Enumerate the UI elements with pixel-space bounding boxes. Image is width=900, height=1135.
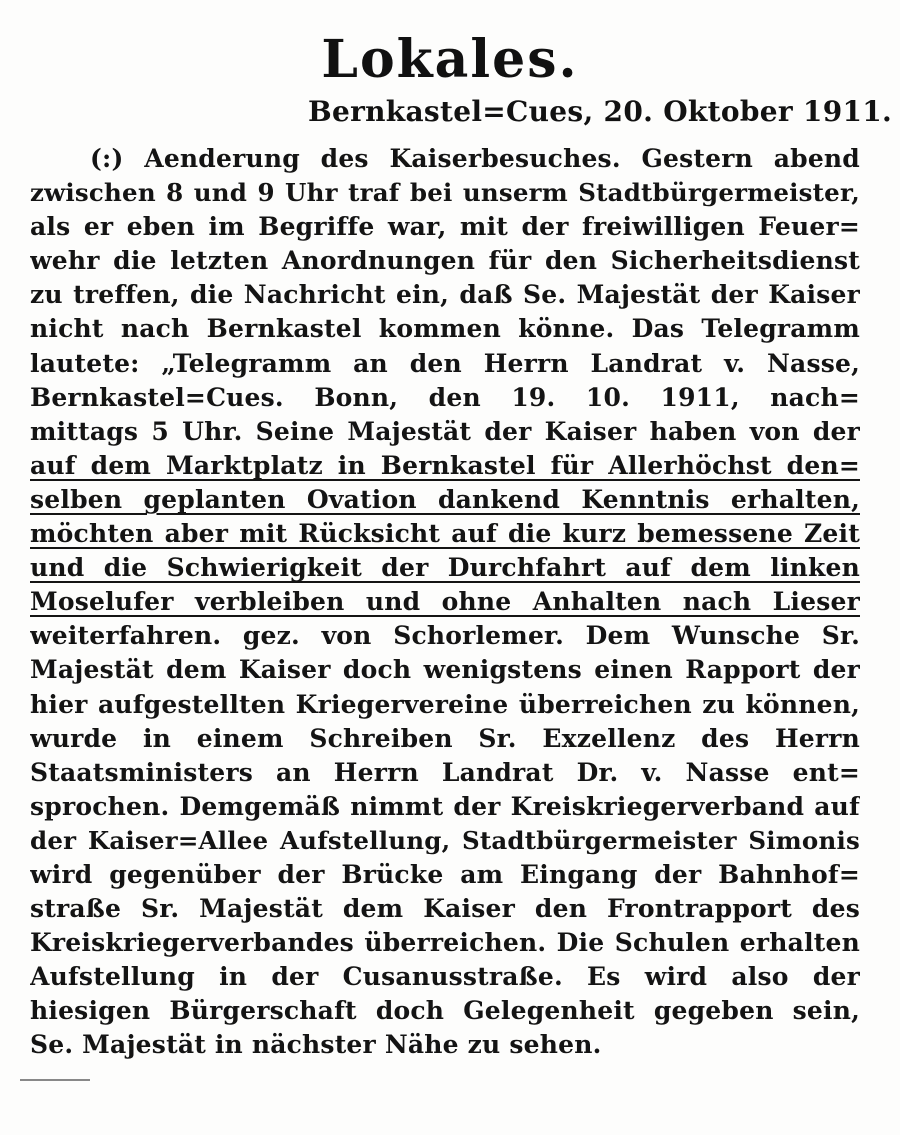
article-line: wird gegenüber der Brücke am Eingang der Bahnhof=: [30, 859, 860, 889]
article-line: möchten aber mit Rücksicht auf die kurz bemessene Zeit: [30, 519, 860, 549]
article-line: Kreiskriegerverbandes überreichen. Die Schulen erhalten: [30, 928, 860, 958]
article-line: Staatsministers an Herrn Landrat Dr. v. Nasse ent=: [30, 757, 860, 787]
article-line: weiterfahren. gez. von Schorlemer. Dem Wunsche Sr.: [30, 621, 860, 651]
article-line: der Kaiser=Allee Aufstellung, Stadtbürgermeister Simonis: [30, 825, 860, 855]
article-line: mittags 5 Uhr. Seine Majestät der Kaiser haben von der: [30, 416, 860, 446]
article-line: (:) Aenderung des Kaiserbesuches. Gestern abend: [90, 144, 860, 173]
article-line: Moselufer verbleiben und ohne Anhalten nach Lieser: [30, 587, 860, 617]
article-line: Majestät dem Kaiser doch wenigstens einen Rapport der: [30, 655, 860, 685]
article-line: und die Schwierigkeit der Durchfahrt auf dem linken: [30, 553, 860, 583]
article-line: Bernkastel=Cues. Bonn, den 19. 10. 1911, nach=: [30, 382, 860, 412]
article-line: als er eben im Begriffe war, mit der freiwilligen Feuer=: [30, 212, 860, 242]
section-heading: Lokales.: [321, 29, 579, 90]
article-line: auf dem Marktplatz in Bernkastel für Allerhöchst den=: [30, 450, 860, 480]
article-line: hier aufgestellten Kriegervereine überreichen zu können,: [30, 689, 860, 719]
article-line: wurde in einem Schreiben Sr. Exzellenz des Herrn: [30, 723, 860, 753]
footer-rule: [20, 1079, 90, 1081]
article-line: zwischen 8 und 9 Uhr traf bei unserm Stadtbürgermeister,: [30, 178, 860, 208]
article-line: nicht nach Bernkastel kommen könne. Das Telegramm: [30, 314, 860, 344]
article-line: zu treffen, die Nachricht ein, daß Se. Majestät der Kaiser: [30, 280, 860, 310]
dateline: Bernkastel=Cues, 20. Oktober 1911.: [308, 95, 893, 128]
article-line: straße Sr. Majestät dem Kaiser den Frontrapport des: [30, 894, 860, 924]
article-body: [30, 142, 860, 1063]
article-line: Se. Majestät in nächster Nähe zu sehen.: [30, 1030, 602, 1060]
article-line: selben geplanten Ovation dankend Kenntnis erhalten,: [30, 484, 860, 514]
article-line: sprochen. Demgemäß nimmt der Kreiskriegerverband auf: [30, 791, 860, 821]
article-line: lautete: „Telegramm an den Herrn Landrat v. Nasse,: [30, 348, 860, 378]
article-line: Aufstellung in der Cusanusstraße. Es wird also der: [30, 962, 860, 992]
article-line: wehr die letzten Anordnungen für den Sicherheitsdienst: [30, 246, 860, 276]
article-line: hiesigen Bürgerschaft doch Gelegenheit gegeben sein,: [30, 996, 860, 1026]
